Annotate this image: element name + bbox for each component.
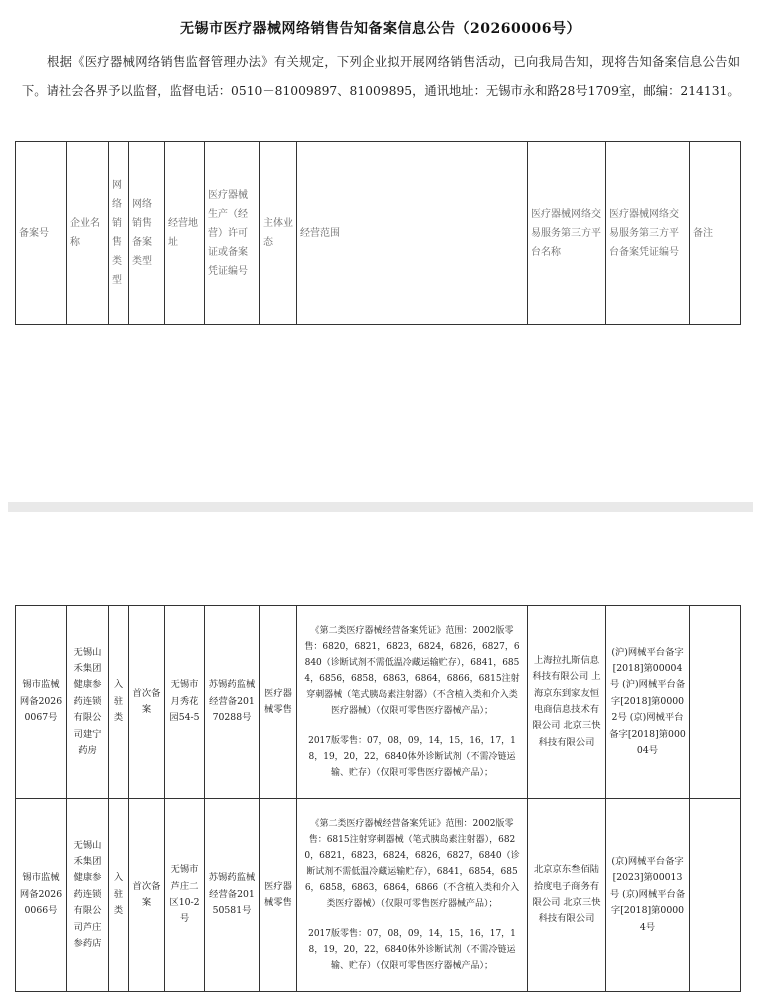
license-cell: 苏锡药监械经营备20150581号: [205, 799, 260, 992]
address-cell: 无锡市芦庄二区10-2号: [165, 799, 205, 992]
license-cell: 苏锡药监械经营备20170288号: [205, 606, 260, 799]
header-remark: 备注: [690, 142, 741, 325]
platform-no-cell: (沪)网械平台备字[2018]第00004号 (沪)网械平台备字[2018]第00002号 (京)网械平台备字[2018]第00004号: [606, 606, 690, 799]
header-platform-no: 医疗器械网络交易服务第三方平台备案凭证编号: [606, 142, 690, 325]
header-network-type: 网络销售类型: [109, 142, 129, 325]
header-scope: 经营范围: [297, 142, 528, 325]
company-cell: 无锡山禾集团健康参药连锁有限公司芦庄参药店: [67, 799, 109, 992]
header-license: 医疗器械生产（经营）许可证或备案凭证编号: [205, 142, 260, 325]
scope-2002-text: 《第二类医疗器械经营备案凭证》范围：2002版零售：6820，6821，6823，6824，6826，6827，6840（诊断试剂不需低温冷藏运输贮存），6841，6854，6856，6858，6863，6864，6866，6815注射穿刺器械（笔式胰岛素注射器）（不含植入类和介入类医疗器械）（仅限可零售医疗器械产品）；: [304, 626, 520, 716]
header-address: 经营地址: [165, 142, 205, 325]
record-type-cell: 首次备案: [129, 799, 165, 992]
record-type-cell: 首次备案: [129, 606, 165, 799]
scope-cell: [297, 606, 528, 799]
intro-paragraph: 根据《医疗器械网络销售监督管理办法》有关规定，下列企业拟开展网络销售活动，已向我局告知，现将告知备案信息公告如下。请社会各界予以监督，监督电话：0510－81009897、81009895，通讯地址：无锡市永和路28号1709室，邮编：214131。: [22, 55, 740, 98]
header-record-type: 网络销售备案类型: [129, 142, 165, 325]
company-cell: 无锡山禾集团健康参药连锁有限公司建宁药房: [67, 606, 109, 799]
table-row: [16, 606, 741, 799]
header-platform: 医疗器械网络交易服务第三方平台名称: [528, 142, 606, 325]
address-cell: 无锡市月秀花园54-5: [165, 606, 205, 799]
platform-cell: 北京京东叁佰陆拾度电子商务有限公司 北京三快科技有限公司: [528, 799, 606, 992]
records-table: [15, 605, 741, 992]
header-business: 主体业态: [260, 142, 297, 325]
table-row: [16, 799, 741, 992]
business-cell: 医疗器械零售: [260, 606, 297, 799]
remark-cell: [690, 799, 741, 992]
network-type-cell: 入驻类: [109, 799, 129, 992]
header-table: [15, 141, 741, 325]
platform-cell: 上海拉扎斯信息科技有限公司 上海京东到家友恒电商信息技术有限公司 北京三快科技有限公司: [528, 606, 606, 799]
page-gap: [0, 500, 761, 590]
network-type-cell: 入驻类: [109, 606, 129, 799]
remark-cell: [690, 606, 741, 799]
header-company: 企业名称: [67, 142, 109, 325]
page-divider: [8, 502, 753, 512]
header-record-no: 备案号: [16, 142, 67, 325]
business-cell: 医疗器械零售: [260, 799, 297, 992]
scope-cell: [297, 799, 528, 992]
scope-2002-text: 《第二类医疗器械经营备案凭证》范围：2002版零售：6815注射穿刺器械（笔式胰岛素注射器），6820，6821，6823，6824，6826，6827，6840（诊断试剂不需低温冷藏运输贮存），6841，6854，6856，6858，6863，6864，6866（不含植入类和介入类医疗器械）（仅限可零售医疗器械产品）；: [304, 819, 520, 909]
scope-2017-text: 2017版零售：07，08，09，14，15，16，17，18，19，20，22，6840体外诊断试剂（不需冷链运输、贮存）（仅限可零售医疗器械产品）；: [308, 736, 516, 778]
scope-2017-text: 2017版零售：07，08，09，14，15，16，17，18，19，20，22，6840体外诊断试剂（不需冷链运输、贮存）（仅限可零售医疗器械产品）；: [308, 929, 516, 971]
record-no-cell: 锡市监械网备20260066号: [16, 799, 67, 992]
record-no-cell: 锡市监械网备20260067号: [16, 606, 67, 799]
platform-no-cell: (京)网械平台备字[2023]第00013号 (京)网械平台备字[2018]第00004号: [606, 799, 690, 992]
document-title: 无锡市医疗器械网络销售告知备案信息公告（20260006号）: [180, 21, 581, 37]
